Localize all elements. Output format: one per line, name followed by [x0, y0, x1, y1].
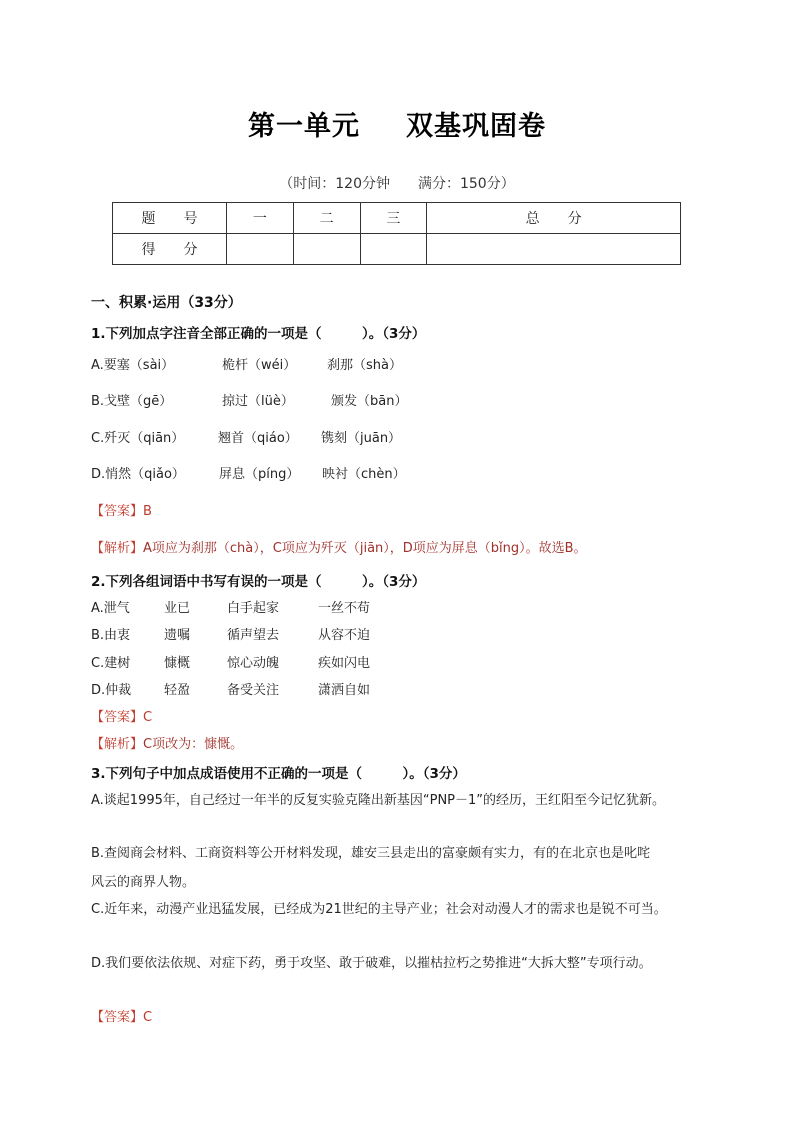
question-2-option-c [91, 652, 370, 671]
option-cell: 从容不迫 [318, 628, 371, 643]
option-cell: 颁发（bān） [331, 394, 408, 409]
page-title [0, 104, 794, 143]
score-header-cell: 一 [227, 203, 294, 234]
option-cell: 一丝不苟 [318, 601, 371, 616]
option-cell: 慷概 [164, 656, 191, 671]
answer-value: C [143, 710, 153, 725]
question-3-option-d: D.我们要依法依规、对症下药，勇于攻坚、敢于破难，以摧枯拉朽之势推进“大拆大整”专项行动。 [91, 956, 652, 971]
question-2-explanation [91, 733, 243, 752]
question-2-answer [91, 706, 152, 725]
option-cell: 刹那（shà） [327, 358, 402, 373]
score-row-label: 得 分 [113, 234, 227, 265]
score-cell[interactable] [293, 234, 360, 265]
option-cell: 翘首（qiáo） [218, 431, 298, 446]
score-table-header-row [113, 203, 681, 234]
question-1-option-a [91, 354, 402, 373]
title-left: 第一单元 [248, 111, 360, 142]
option-cell: C.歼灭（qiān） [91, 431, 185, 446]
option-cell: 潇洒自如 [318, 683, 371, 698]
answer-tag: 【答案】 [91, 710, 144, 725]
question-3-option-a: A.谈起1995年，自己经过一年半的反复实验克隆出新基因“PNP－1”的经历，王红阳至今记忆犹新。 [91, 793, 666, 808]
answer-value: C [143, 1010, 153, 1025]
score-header-cell: 题 号 [113, 203, 227, 234]
option-cell: 备受关注 [227, 683, 280, 698]
option-cell: 镌刻（juān） [321, 431, 402, 446]
question-2-option-a [91, 597, 370, 616]
question-2-option-d [91, 679, 370, 698]
section-heading: 一、积累·运用（33分） [91, 295, 242, 311]
option-cell: C.建树 [91, 656, 131, 671]
score-cell[interactable] [227, 234, 294, 265]
option-cell: 疾如闪电 [318, 656, 371, 671]
score-table [112, 202, 681, 265]
option-cell: 轻盈 [164, 683, 191, 698]
option-cell: 业已 [164, 601, 191, 616]
explanation-tag: 【解析】 [91, 737, 144, 752]
title-right: 双基巩固卷 [406, 111, 546, 142]
explanation-text: C项改为：慷慨。 [143, 737, 244, 752]
question-3-option-b-line1: B.查阅商会材料、工商资料等公开材料发现，雄安三县走出的富豪颇有实力，有的在北京也是叱咤 [91, 846, 651, 861]
option-cell: 桅杆（wéi） [222, 358, 297, 373]
score-table-score-row [113, 234, 681, 265]
explanation-text: A项应为刹那（chà），C项应为歼灭（jiān），D项应为屏息（bǐng）。故选B。 [143, 541, 587, 556]
score-header-cell: 三 [360, 203, 427, 234]
option-cell: 屏息（píng） [219, 467, 300, 482]
score-header-cell: 总 分 [427, 203, 681, 234]
answer-value: B [143, 504, 152, 519]
option-cell: D.仲裁 [91, 683, 132, 698]
question-3-answer [91, 1006, 152, 1025]
option-cell: 循声望去 [227, 628, 280, 643]
score-cell[interactable] [360, 234, 427, 265]
question-3-stem: 3.下列句子中加点成语使用不正确的一项是（ ）。（3分） [91, 766, 466, 782]
question-3-option-c: C.近年来，动漫产业迅猛发展，已经成为21世纪的主导产业；社会对动漫人才的需求也是锐不可当。 [91, 902, 667, 917]
option-cell: 映衬（chèn） [322, 467, 406, 482]
option-cell: 惊心动魄 [227, 656, 280, 671]
question-1-answer [91, 500, 152, 519]
question-1-stem: 1.下列加点字注音全部正确的一项是（ ）。（3分） [91, 326, 426, 342]
question-1-explanation [91, 537, 587, 556]
question-3-option-b-line2: 风云的商界人物。 [91, 875, 196, 890]
question-1-option-b [91, 390, 407, 409]
option-cell: B.戈壁（gē） [91, 394, 173, 409]
option-cell: A.要塞（sài） [91, 358, 175, 373]
answer-tag: 【答案】 [91, 1010, 144, 1025]
exam-info: （时间：120分钟 满分：150分） [279, 176, 515, 192]
option-cell: 掠过（lüè） [222, 394, 294, 409]
option-cell: 白手起家 [227, 601, 280, 616]
question-2-option-b [91, 624, 370, 643]
option-cell: B.由衷 [91, 628, 131, 643]
explanation-tag: 【解析】 [91, 541, 144, 556]
option-cell: A.泄气 [91, 601, 130, 616]
option-cell: D.悄然（qiǎo） [91, 467, 185, 482]
question-1-option-c [91, 427, 401, 446]
question-1-option-d [91, 463, 406, 482]
option-cell: 遗嘱 [164, 628, 191, 643]
score-header-cell: 二 [293, 203, 360, 234]
score-cell[interactable] [427, 234, 681, 265]
answer-tag: 【答案】 [91, 504, 144, 519]
question-2-stem: 2.下列各组词语中书写有误的一项是（ ）。（3分） [91, 574, 426, 590]
